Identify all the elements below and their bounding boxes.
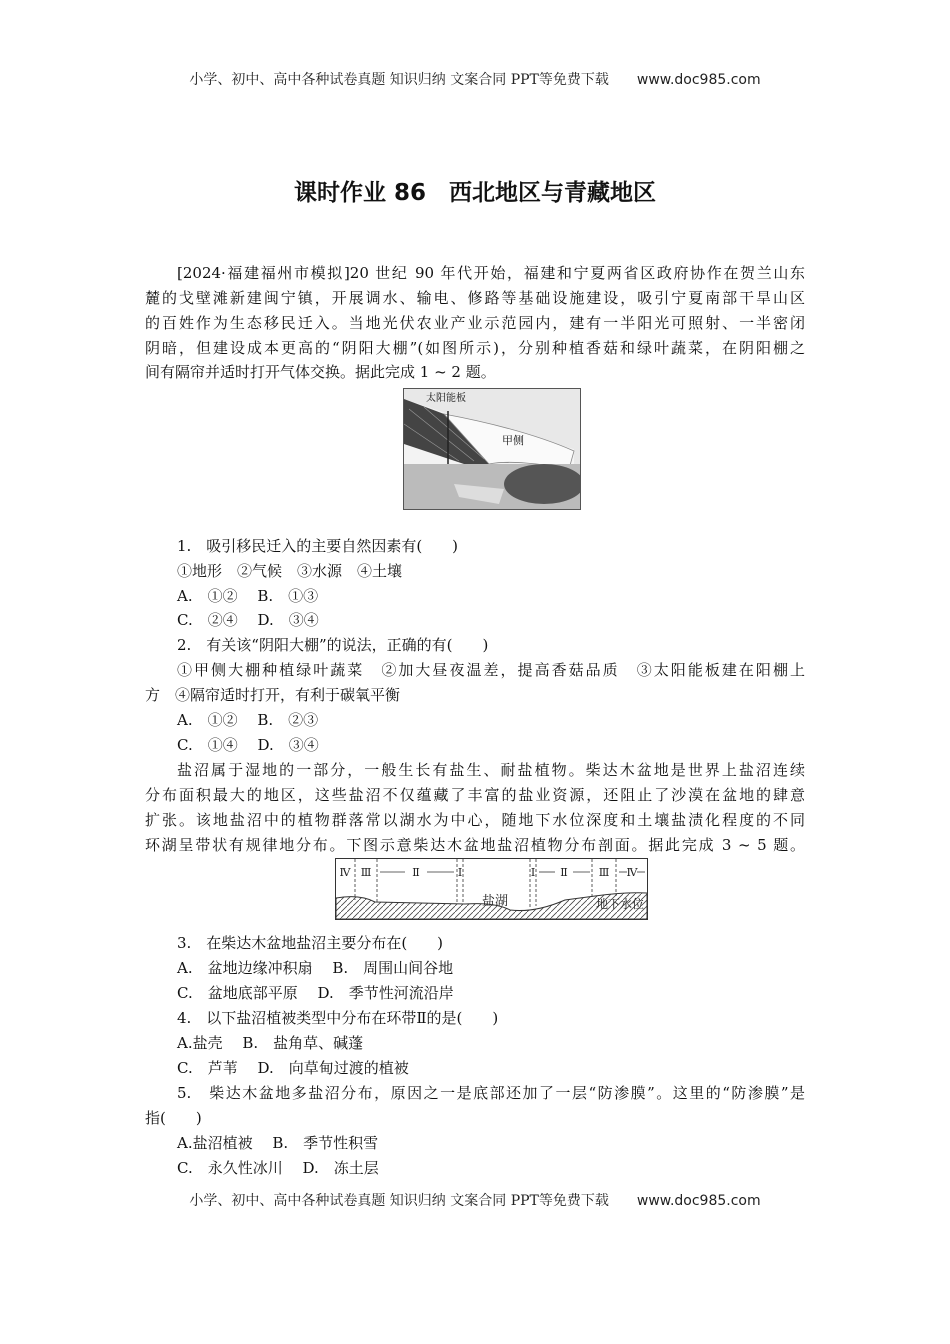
option-line: A. ①② B. ①③	[177, 587, 319, 605]
salt-marsh-profile-diagram	[335, 858, 648, 920]
zone-label: Ⅰ	[530, 866, 536, 879]
header-site[interactable]: www.doc985.com	[636, 72, 761, 88]
zone-label: Ⅱ	[560, 866, 568, 879]
passage1-line: 阴暗，但建设成本更高的“阴阳大棚”(如图所示)，分别种植香菇和绿叶蔬菜，在阴阳棚之	[145, 339, 805, 357]
passage1-line: 麓的戈壁滩新建闽宁镇，开展调水、输电、修路等基础设施建设，吸引宁夏南部干旱山区	[145, 289, 805, 307]
zone-label: Ⅱ	[412, 866, 420, 879]
passage2-line: 扩张。该地盐沼中的植物群落常以湖水为中心，随地下水位深度和土壤盐渍化程度的不同	[145, 811, 805, 829]
option-line: A. 盆地边缘冲积扇 B. 周围山间谷地	[177, 959, 454, 977]
zone-label: Ⅳ	[339, 866, 351, 879]
option-line: C. 芦苇 D. 向草甸过渡的植被	[177, 1059, 409, 1077]
groundwater-label: 地下水位	[595, 897, 645, 911]
footer-text: 小学、初中、高中各种试卷真题 知识归纳 文案合同 PPT等免费下载	[189, 1193, 609, 1209]
page-header	[0, 69, 950, 89]
passage1-line: 的百姓作为生态移民迁入。当地光伏农业产业示范园内，建有一半阳光可照射、一半密闭	[145, 314, 805, 332]
page-title: 课时作业 86 西北地区与青藏地区	[293, 180, 656, 206]
zone-label: Ⅲ	[598, 866, 610, 879]
question-line: ①甲侧大棚种植绿叶蔬菜 ②加大昼夜温差，提高香菇品质 ③太阳能板建在阳棚上	[177, 661, 805, 679]
passage1-line: [2024·福建福州市模拟]20 世纪 90 年代开始，福建和宁夏两省区政府协作在贺兰山东	[177, 264, 805, 282]
header-text: 小学、初中、高中各种试卷真题 知识归纳 文案合同 PPT等免费下载	[189, 72, 609, 88]
option-line: A.盐沼植被 B. 季节性积雪	[177, 1134, 379, 1152]
question-line: 1. 吸引移民迁入的主要自然因素有( )	[177, 537, 459, 555]
passage1-line: 间有隔帘并适时打开气体交换。据此完成 1 ~ 2 题。	[145, 363, 496, 381]
option-line: C. ①④ D. ③④	[177, 736, 319, 754]
question-line: ①地形 ②气候 ③水源 ④土壤	[177, 562, 403, 580]
passage2-line: 分布面积最大的地区，这些盐沼不仅蕴藏了丰富的盐业资源，还阻止了沙漠在盆地的肆意	[145, 786, 805, 804]
page-footer	[0, 1190, 950, 1210]
zone-label: Ⅰ	[457, 866, 463, 879]
option-line: C. 盆地底部平原 D. 季节性河流沿岸	[177, 984, 454, 1002]
option-line: A.盐壳 B. 盐角草、碱蓬	[177, 1034, 364, 1052]
question-line: 3. 在柴达木盆地盐沼主要分布在( )	[177, 934, 444, 952]
option-line: C. 永久性冰川 D. 冻土层	[177, 1159, 379, 1177]
solar-panel-label: 太阳能板	[426, 393, 466, 404]
salt-lake-label: 盐湖	[481, 894, 509, 909]
side-a-label: 甲侧	[502, 434, 524, 447]
passage2-line: 盐沼属于湿地的一部分，一般生长有盐生、耐盐植物。柴达木盆地是世界上盐沼连续	[177, 761, 805, 779]
zone-label: Ⅳ	[626, 866, 638, 879]
footer-site[interactable]: www.doc985.com	[636, 1193, 761, 1209]
greenhouse-photo	[403, 388, 581, 510]
option-line: A. ①② B. ②③	[177, 711, 319, 729]
question-line: 4. 以下盐沼植被类型中分布在环带Ⅱ的是( )	[177, 1009, 499, 1027]
question-line: 5. 柴达木盆地多盐沼分布，原因之一是底部还加了一层“防渗膜”。这里的“防渗膜”是	[177, 1084, 805, 1102]
question-line: 方 ④隔帘适时打开，有利于碳氧平衡	[145, 686, 401, 704]
option-line: C. ②④ D. ③④	[177, 611, 319, 629]
zone-label: Ⅲ	[360, 866, 372, 879]
question-line: 2. 有关该“阴阳大棚”的说法，正确的有( )	[177, 636, 489, 654]
passage2-line: 环湖呈带状有规律地分布。下图示意柴达木盆地盐沼植物分布剖面。据此完成 3 ~ 5 题。	[145, 836, 805, 854]
question-line: 指( )	[145, 1109, 202, 1127]
